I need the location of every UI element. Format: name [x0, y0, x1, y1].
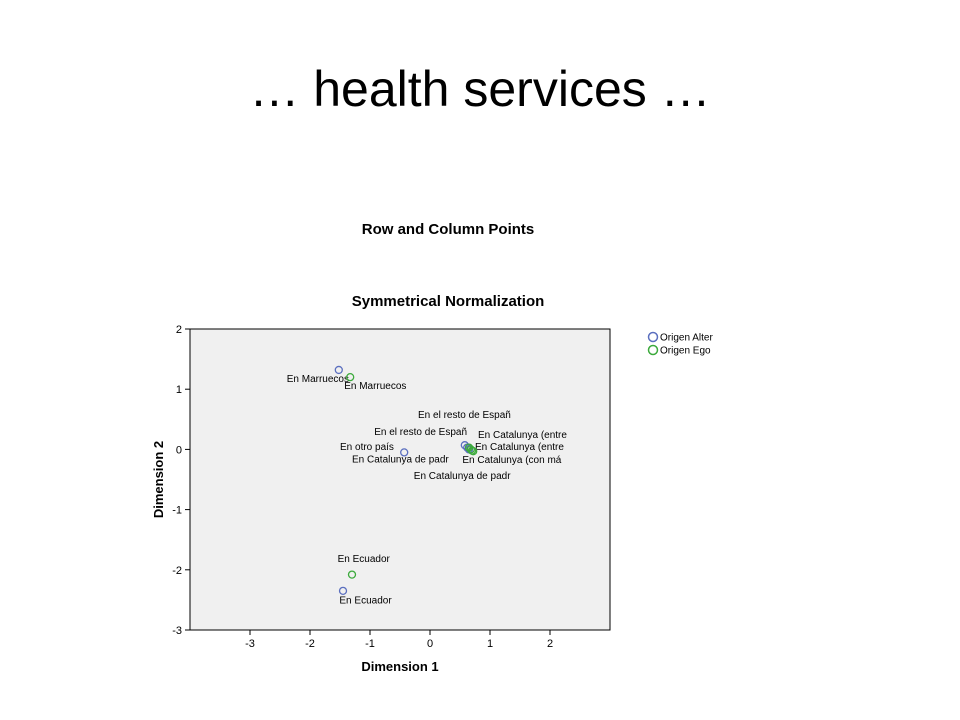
point-label: En Catalunya de padr [413, 470, 511, 482]
x-axis-label: Dimension 1 [361, 659, 439, 674]
chart-title: Row and Column Points [361, 221, 535, 238]
y-axis-label: Dimension 2 [151, 440, 166, 519]
point-label: En Marruecos [344, 381, 407, 393]
slide-title: … health services … [249, 61, 711, 117]
y-tick-label: 0 [175, 444, 182, 457]
point-label: En Ecuador [339, 595, 392, 607]
x-tick-label: 2 [546, 638, 554, 650]
legend-label: Origen Alter [660, 332, 713, 344]
point-label: En Catalunya (con má [462, 455, 562, 467]
point-label: En otro país [340, 442, 394, 454]
x-tick-label: -2 [305, 638, 315, 650]
plot-area [190, 329, 610, 630]
x-tick-label: -3 [245, 638, 255, 650]
x-tick-label: 0 [426, 638, 434, 650]
point-label: En el resto de Españ [418, 410, 511, 422]
legend-marker [649, 346, 658, 355]
y-tick-label: -1 [172, 504, 182, 517]
legend-label: Origen Ego [660, 345, 711, 357]
y-tick-label: 2 [175, 324, 182, 336]
legend-marker [649, 333, 658, 342]
legend [649, 333, 714, 357]
x-tick-label: 1 [486, 638, 494, 650]
point-label: En Ecuador [337, 553, 390, 565]
point-label: En el resto de Españ [374, 426, 468, 438]
point-label: En Marruecos [286, 373, 349, 385]
x-tick-label: -1 [365, 638, 375, 650]
point-label: En Catalunya (entre [478, 429, 567, 441]
point-label: En Catalunya (entre [475, 442, 564, 454]
point-label: En Catalunya de padr [352, 454, 449, 466]
y-tick-label: -3 [172, 625, 182, 637]
chart-subtitle: Symmetrical Normalization [351, 293, 545, 310]
y-tick-label: 1 [175, 384, 182, 397]
y-tick-label: -2 [172, 564, 182, 577]
